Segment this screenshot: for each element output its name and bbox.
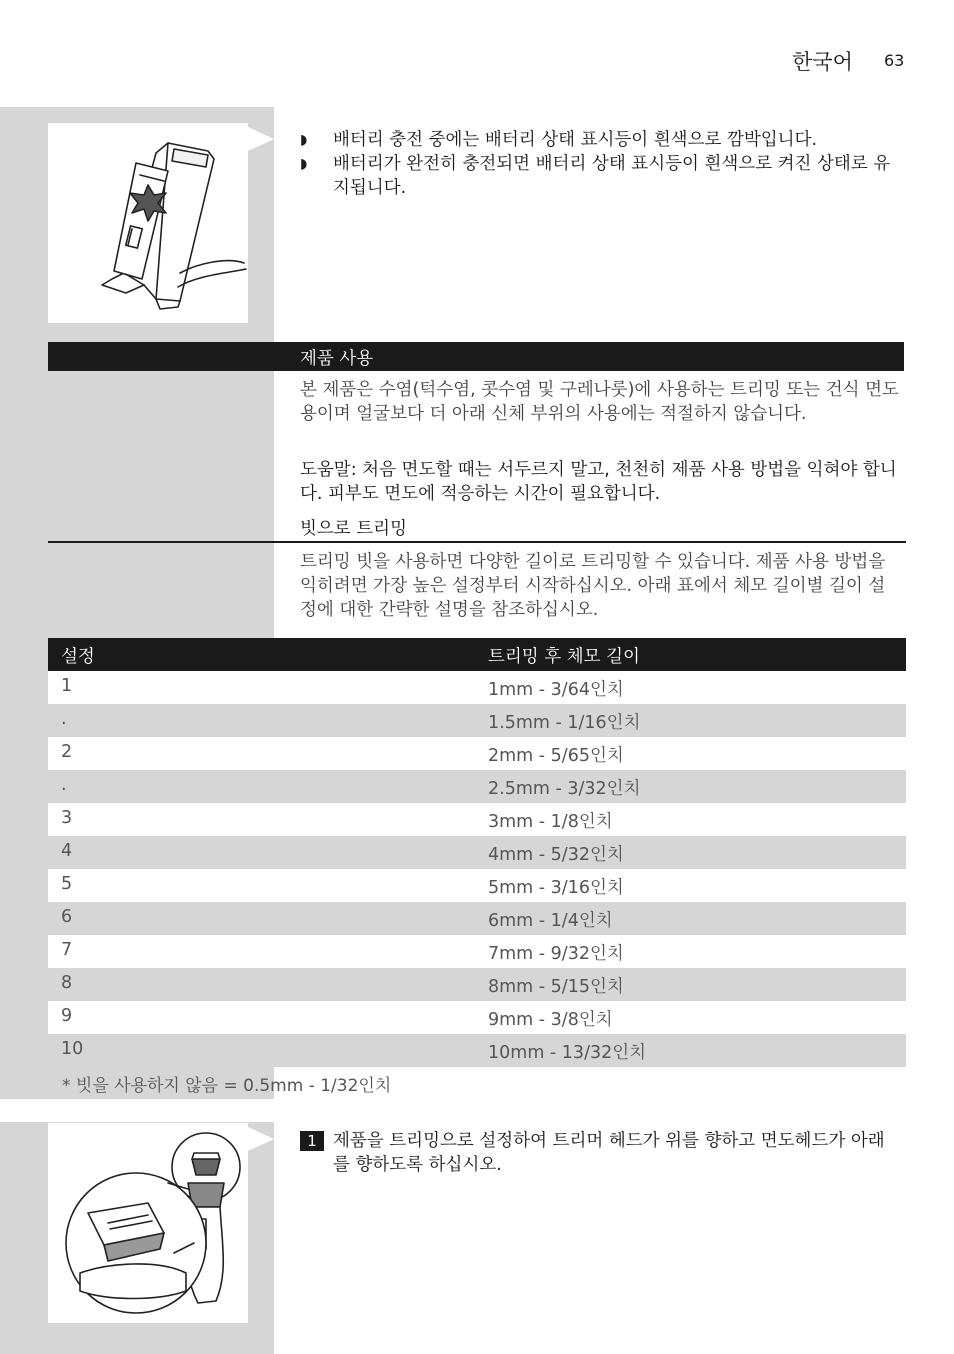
step-item bbox=[300, 1129, 900, 1177]
cell-length: 7mm - 9/32인치 bbox=[488, 944, 624, 964]
bullet-icon: ◗ bbox=[300, 132, 308, 148]
subsection-title: 빗으로 트리밍 bbox=[300, 519, 407, 539]
cell-setting: 2 bbox=[61, 742, 73, 762]
cell-setting: . bbox=[61, 709, 67, 729]
list-item bbox=[300, 128, 900, 152]
attachment-illustration bbox=[48, 1123, 248, 1323]
header-setting: 설정 bbox=[61, 647, 95, 667]
charging-status-list bbox=[300, 128, 900, 200]
cell-setting: 9 bbox=[61, 1006, 73, 1026]
trimmer-on-charging-stand-icon bbox=[48, 123, 248, 323]
cell-length: 1.5mm - 1/16인치 bbox=[488, 713, 641, 733]
cell-length: 3mm - 1/8인치 bbox=[488, 812, 613, 832]
step-text: 제품을 트리밍으로 설정하여 트리머 헤드가 위를 향하고 면도헤드가 아래를 향하도록 하십시오. bbox=[333, 1131, 885, 1175]
cell-setting: 5 bbox=[61, 874, 73, 894]
table-row bbox=[48, 737, 906, 770]
cell-length: 1mm - 3/64인치 bbox=[488, 680, 624, 700]
table-row bbox=[48, 671, 906, 704]
list-item bbox=[300, 152, 900, 200]
cell-length: 10mm - 13/32인치 bbox=[488, 1043, 647, 1063]
table-row bbox=[48, 1034, 906, 1067]
cell-setting: 10 bbox=[61, 1039, 84, 1059]
page-language: 한국어 bbox=[792, 50, 853, 74]
cell-length: 8mm - 5/15인치 bbox=[488, 977, 624, 997]
header-length: 트리밍 후 체모 길이 bbox=[488, 647, 640, 667]
bullet-text: 배터리가 완전히 충전되면 배터리 상태 표시등이 흰색으로 켜진 상태로 유지됩니다. bbox=[333, 154, 891, 198]
table-footnote: * 빗을 사용하지 않음 = 0.5mm - 1/32인치 bbox=[62, 1076, 392, 1096]
cell-setting: 3 bbox=[61, 808, 73, 828]
page-number: 63 bbox=[884, 51, 905, 70]
table-row bbox=[48, 836, 906, 869]
settings-table bbox=[48, 638, 906, 1067]
usage-tip: 도움말: 처음 면도할 때는 서두르지 말고, 천천히 제품 사용 방법을 익혀야 합니다. 피부도 면도에 적응하는 시간이 필요합니다. bbox=[300, 460, 897, 504]
bullet-text: 배터리 충전 중에는 배터리 상태 표시등이 흰색으로 깜박입니다. bbox=[333, 130, 818, 150]
comb-description: 트리밍 빗을 사용하면 다양한 길이로 트리밍할 수 있습니다. 제품 사용 방법을 익히려면 가장 높은 설정부터 시작하십시오. 아래 표에서 체모 길이별 길이 설정에 대한 간략한 설명을 참조하십시오. bbox=[300, 552, 886, 620]
table-row bbox=[48, 1001, 906, 1034]
cell-setting: 7 bbox=[61, 940, 73, 960]
table-row bbox=[48, 869, 906, 902]
trimmer-head-attachment-icon bbox=[48, 1123, 248, 1323]
cell-length: 5mm - 3/16인치 bbox=[488, 878, 624, 898]
step-number: 1 bbox=[300, 1131, 324, 1151]
cell-setting: . bbox=[61, 775, 67, 795]
divider bbox=[48, 541, 906, 543]
cell-setting: 4 bbox=[61, 841, 73, 861]
cell-length: 9mm - 3/8인치 bbox=[488, 1010, 613, 1030]
usage-intro: 본 제품은 수염(턱수염, 콧수염 및 구레나룻)에 사용하는 트리밍 또는 건식 면도용이며 얼굴보다 더 아래 신체 부위의 사용에는 적절하지 않습니다. bbox=[300, 380, 899, 424]
cell-length: 2mm - 5/65인치 bbox=[488, 746, 624, 766]
figure-pointer bbox=[248, 1127, 274, 1151]
table-row bbox=[48, 803, 906, 836]
cell-length: 6mm - 1/4인치 bbox=[488, 911, 613, 931]
table-row bbox=[48, 935, 906, 968]
cell-length: 4mm - 5/32인치 bbox=[488, 845, 624, 865]
cell-setting: 8 bbox=[61, 973, 73, 993]
figure-pointer bbox=[248, 127, 274, 151]
table-row bbox=[48, 704, 906, 737]
section-heading-bar bbox=[48, 342, 904, 371]
table-header bbox=[48, 638, 906, 671]
cell-setting: 1 bbox=[61, 676, 73, 696]
cell-length: 2.5mm - 3/32인치 bbox=[488, 779, 641, 799]
cell-setting: 6 bbox=[61, 907, 73, 927]
table-row bbox=[48, 968, 906, 1001]
section-title: 제품 사용 bbox=[300, 349, 374, 369]
charging-illustration bbox=[48, 123, 248, 323]
table-row bbox=[48, 902, 906, 935]
bullet-icon: ◗ bbox=[300, 156, 308, 172]
table-row bbox=[48, 770, 906, 803]
